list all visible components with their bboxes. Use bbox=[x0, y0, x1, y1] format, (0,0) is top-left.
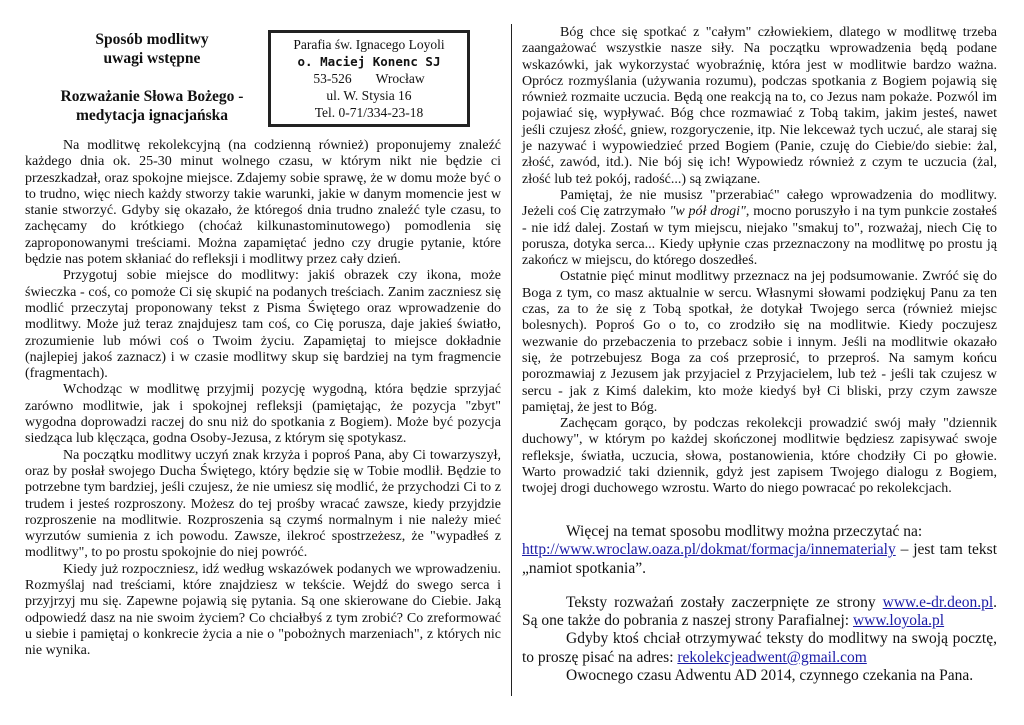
parish-postcode: 53-526 bbox=[313, 71, 352, 86]
more-info-paragraph bbox=[522, 523, 997, 578]
left-paragraph: Wchodząc w modlitwę przyjmij pozycję wygodną, która będzie sprzyjać zarówno modlitwie, jak i spokojnej refleksji (pamiętając, że pozycja "zbyt" wygodna doprowadzi raczej do snu niż do spotkania z Bogiem). Może być pozycja siedząca lub klęcząca, godna Osoby-Jezusa, z którym się spotykasz. bbox=[25, 382, 501, 447]
parish-street: ul. W. Stysia 16 bbox=[326, 88, 412, 103]
parish-phone: Tel. 0-71/334-23-18 bbox=[314, 105, 424, 120]
pace-text-before: Pamiętaj, że nie musisz "przerabiać" całego wprowadzenia do modlitwy. Jeżeli coś Cię zatrzymało bbox=[522, 187, 997, 220]
title-line-1: Sposób modlitwy bbox=[95, 31, 209, 48]
email-paragraph bbox=[522, 630, 997, 667]
sources-mid: . Są one także do pobrania z naszej strony Parafialnej: bbox=[522, 593, 997, 630]
more-info-text: Więcej na temat sposobu modlitwy można przeczytać na: bbox=[566, 523, 923, 540]
closing-line: Owocnego czasu Adwentu AD 2014, czynnego czekania na Pana. bbox=[566, 667, 974, 685]
right-lower-notes bbox=[522, 523, 997, 685]
sources-paragraph bbox=[522, 594, 997, 631]
title-line-2: uwagi wstępne bbox=[103, 50, 201, 67]
right-body bbox=[522, 25, 997, 498]
right-paragraph-feelings: Bóg chce się spotkać z "całym" człowiekiem, dlatego w modlitwę trzeba zaangażować wszystkie nasze siły. Na początku wprowadzenia będą podane wskazówki, jak wykorzystać wyobraźnię, która jest w modlitwie bardzo ważna. Oprócz rozmyślania (używania rozumu), podczas spotkania z Bogiem pojawią się również rozmaite uczucia. Będą one reakcją na to, co Jezus nam pokaże. Pozwól im pojawiać się, wypływać. Bóg chce rozmawiać z Tobą takim, jakim jesteś, nawet jeśli czujesz złość, gniew, rozgoryczenie, itp. Nie lekceważ tych uczuć, ale staraj się je nazywać i wypowiedzieć przed Bogiem (Panie, czuję do Ciebie/do siebie: żal, złość, zawód, itd.). Nie bój się ich! Wypowiedz również z czym te uczucia (żal, złość lub też pokój, radość...) są związane. bbox=[522, 25, 997, 187]
left-body bbox=[25, 138, 501, 660]
document-subtitle bbox=[20, 87, 284, 125]
pace-italic-phrase: "w pół drogi" bbox=[669, 204, 746, 220]
parish-city-line bbox=[273, 70, 465, 87]
parish-info-box bbox=[268, 30, 470, 127]
email-link[interactable]: rekolekcjeadwent@gmail.com bbox=[677, 648, 867, 666]
subtitle-line-2: medytacja ignacjańska bbox=[76, 107, 228, 124]
deon-link[interactable]: www.e-dr.deon.pl bbox=[882, 593, 994, 611]
left-paragraph: Przygotuj sobie miejsce do modlitwy: jakiś obrazek czy ikona, może świeczka - coś, co pomoże Ci się skupić na podanych treściach. Zanim zaczniesz się modlić przeczytaj proponowany tekst z Pisma Świętego oraz wprowadzenie do modlitwy. Może już teraz znajdujesz tam coś, co Cię porusza, daje jakieś światło, zrozumienie lub mówi coś o Twoim życiu. Zapamiętaj to miejsce dokładnie (najlepiej jakoś zaznacz) i w czasie modlitwy skup się bardziej na tym fragmencie (fragmentach). bbox=[25, 268, 501, 382]
parish-pastor: o. Maciej Konenc SJ bbox=[297, 54, 441, 69]
pace-text-after: , mocno poruszyło i na tym punkcie zostałeś - nie idź dalej. Zostań w tym miejscu, niejako "smakuj to", rozważaj, niech Cię to porusza, dotyka serca... Kiedy upłynie czas przeznaczony na modlitwę po prostu ją zakończ w miejscu, do którego doszedłeś. bbox=[522, 204, 997, 269]
parish-city: Wrocław bbox=[375, 71, 425, 86]
left-paragraph: Kiedy już rozpoczniesz, idź według wskazówek podanych we wprowadzeniu. Rozmyślaj nad treściami, które znajdziesz w tekście. Wejdź do swego serca i przyjrzyj mu się. Zapewne pojawią się pytania. Są one skierowane do Ciebie. Jaką odpowiedź dasz na nie swoim życiem? Co chciałbyś z tym zrobić? Co zreformować u siebie i pamiętaj o konkrecie życia a nie o "pobożnych marzeniach", z których nic nie wynika. bbox=[25, 561, 501, 659]
left-paragraph: Na modlitwę rekolekcyjną (na codzienną również) proponujemy znaleźć każdego dnia ok. 25-30 minut wolnego czasu, w którym nikt nie będzie ci przeszkadzał, oraz spokojne miejsce. Zdajemy sobie sprawę, że w domu może być o to trudno, więc niech każdy stworzy takie warunki, jakie w danym momencie jest w stanie stworzyć. Gdyby się okazało, że któregoś dnia trudno znaleźć tyle czasu, to zachęcamy do krótkiego (choćaż kilkunastominutowego) pomodlenia się zaproponowanymi treściami. Można zapamiętać jedno czy drugie pytanie, które będzie nas potem skłaniać do refleksji i modlitwy przez cały dzień. bbox=[25, 138, 501, 268]
oaza-link[interactable]: http://www.wroclaw.oaza.pl/dokmat/formacja/innematerialy bbox=[522, 541, 896, 559]
parish-name: Parafia św. Ignacego Loyoli bbox=[293, 37, 445, 52]
left-paragraph: Na początku modlitwy uczyń znak krzyża i poproś Pana, aby Ci towarzyszył, oraz by posłał swojego Ducha Świętego, który będzie się w Tobie modlił. Będzie to potrzebne tym bardziej, jeśli czujesz, że nie umiesz się modlić, że przychodzi Ci to z trudem i jesteś rozproszony. Możesz do tej prośby wracać zawsze, kiedy przyjdzie rozproszenie na modlitwie. Rozproszenia są czymś normalnym i nie należy mieć wyrzutów sumienia z ich powodu. Zawsze, ilekroć spostrzeżesz, że "wypadłeś z modlitwy", to po prostu spokojnie do niej powróć. bbox=[25, 447, 501, 561]
right-paragraph-journal: Zachęcam gorąco, by podczas rekolekcji prowadzić swój mały "dziennik duchowy", w którym po każdej skończonej modlitwie będziesz zapisywać swoje refleksje, światła, uczucia, słowa, postanowienia, które chodziły Ci po głowie. Warto prowadzić taki dziennik, gdyż jest zapisem Twojego dialogu z Bogiem, twojej drogi duchowego wzrostu. Warto do niego powracać po rekolekcjach. bbox=[522, 416, 997, 497]
subtitle-line-1: Rozważanie Słowa Bożego - bbox=[60, 88, 244, 105]
document-title bbox=[20, 30, 284, 68]
sources-text: Teksty rozważań zostały zaczerpnięte ze strony bbox=[566, 593, 883, 611]
email-text: Gdyby ktoś chciał otrzymywać teksty do modlitwy na swoją pocztę, to proszę pisać na adres: bbox=[522, 630, 997, 666]
column-divider bbox=[511, 24, 512, 696]
right-paragraph-pace bbox=[522, 188, 997, 269]
right-paragraph-summary: Ostatnie pięć minut modlitwy przeznacz na jej podsumowanie. Zwróć się do Boga z tym, co masz aktualnie w sercu. Własnymi słowami podziękuj Panu za ten czas, za to że się z Tobą spotkał, że dotykał Twojego serca (również miejsc bolesnych). Poproś Go o to, co zrodziło się na modlitwie. Kiedy poczujesz wezwanie do przebaczenia to przebacz sobie i innym. Jeśli na modlitwie okazało się, że potrzebujesz Boga za coś przeprosić, to przeproś. Na samym końcu porozmawiaj z Jezusem jak przyjaciel z Przyjacielem, lub też - jeśli tak czujesz w sercu - jak z Kimś dalekim, kto może kiedyś był Ci bliski, przy czym zawsze pamiętaj, że jest to Bóg. bbox=[522, 269, 997, 415]
loyola-link[interactable]: www.loyola.pl bbox=[852, 612, 945, 630]
more-info-after: – jest tam tekst „namiot spotkania”. bbox=[522, 541, 997, 577]
